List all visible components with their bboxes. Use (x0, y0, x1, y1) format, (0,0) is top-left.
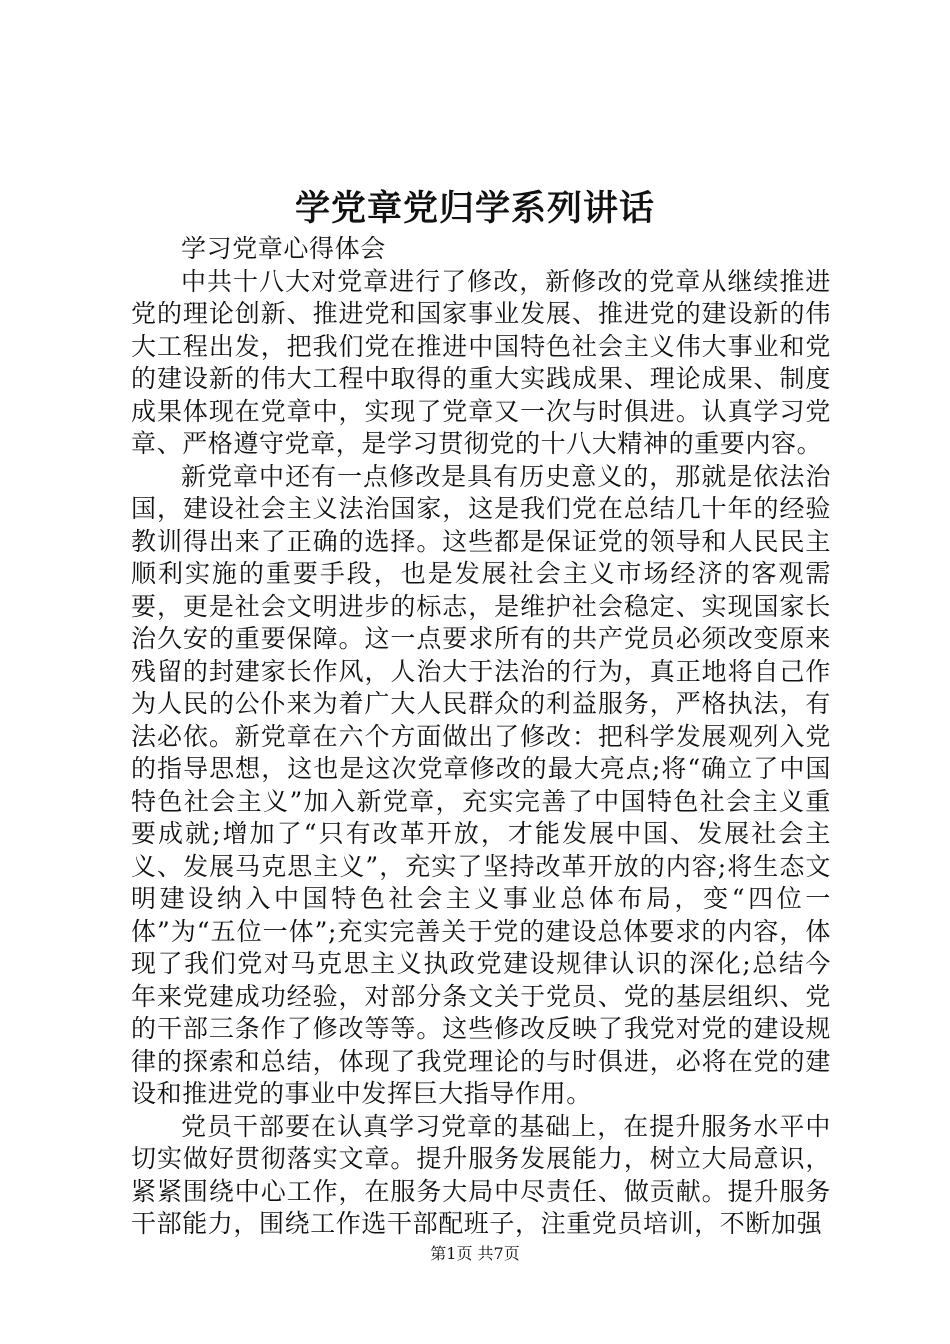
section-heading: 学习党章心得体会 (181, 234, 386, 263)
paragraph: 党员干部要在认真学习党章的基础上，在提升服务水平中切实做好贯彻落实文章。提升服务发展能力，树立大局意识，紧紧围绕中心工作，在服务大局中尽责任、做贡献。提升服务干部能力，围绕工作选干部配班子，注重党员培训，不断加强 (131, 1111, 831, 1238)
page-number: 第1页 共7页 (430, 1244, 520, 1263)
document-body (131, 233, 831, 1241)
document-title: 学党章党归学系列讲话 (294, 188, 655, 229)
paragraph: 中共十八大对党章进行了修改，新修改的党章从继续推进党的理论创新、推进党和国家事业发展、推进党的建设新的伟大工程出发，把我们党在推进中国特色社会主义伟大事业和党的建设新的伟大工程中取得的重大实践成果、理论成果、制度成果体现在党章中，实现了党章又一次与时俱进。认真学习党章、严格遵守党章，是学习贯彻党的十八大精神的重要内容。 (131, 266, 831, 458)
paragraph: 新党章中还有一点修改是具有历史意义的，那就是依法治国，建设社会主义法治国家，这是我们党在总结几十年的经验教训得出来了正确的选择。这些都是保证党的领导和人民民主顺利实施的重要手段，也是发展社会主义市场经济的客观需要，更是社会文明进步的标志，是维护社会稳定、实现国家长治久安的重要保障。这一点要求所有的共产党员必须改变原来残留的封建家长作风，人治大于法治的行为，真正地将自己作为人民的公仆来为着广大人民群众的利益服务，严格执法，有法必依。新党章在六个方面做出了修改：把科学发展观列入党的指导思想，这也是这次党章修改的最大亮点;将“确立了中国特色社会主义”加入新党章，充实完善了中国特色社会主义重要成就;增加了“只有改革开放，才能发展中国、发展社会主义、发展马克思主义”，充实了坚持改革开放的内容;将生态文明建设纳入中国特色社会主义事业总体布局，变“四位一体”为“五位一体”;充实完善关于党的建设总体要求的内容，体现了我们党对马克思主义执政党建设规律认识的深化;总结今年来党建成功经验，对部分条文关于党员、党的基层组织、党的干部三条作了修改等等。这些修改反映了我党对党的建设规律的探索和总结，体现了我党理论的与时俱进，必将在党的建设和推进党的事业中发挥巨大指导作用。 (131, 461, 831, 1108)
